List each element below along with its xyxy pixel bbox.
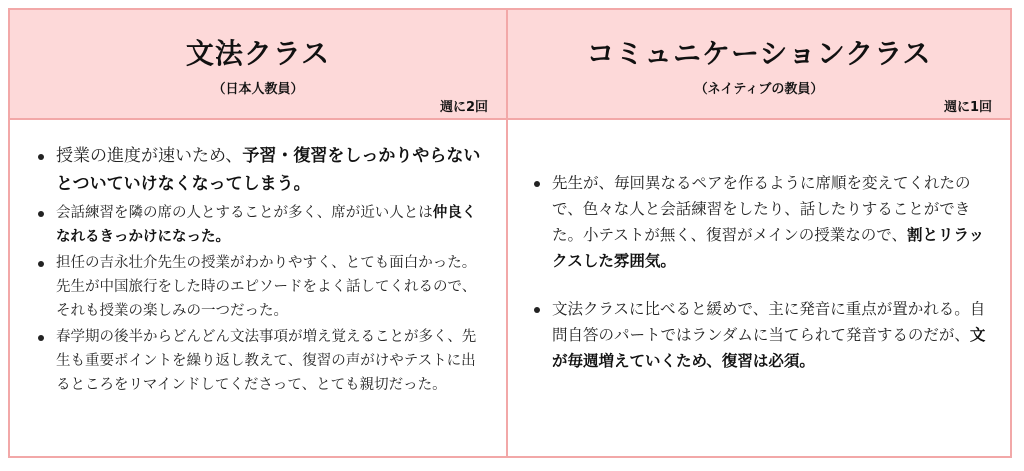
list-item: 会話練習を隣の席の人とすることが多く、席が近い人とは仲良くなれるきっかけになった。 bbox=[30, 201, 488, 249]
grammar-class-teacher: （日本人教員） bbox=[212, 82, 304, 97]
list-item: 授業の進度が速いため、予習・復習をしっかりやらないとついていけなくなってしまう。 bbox=[30, 142, 488, 198]
grammar-class-column bbox=[10, 10, 508, 456]
grammar-class-title: 文法クラス bbox=[185, 37, 331, 70]
communication-class-teacher: （ネイティブの教員） bbox=[694, 82, 824, 97]
grammar-notes-list bbox=[30, 142, 488, 399]
communication-notes-list bbox=[526, 170, 994, 396]
grammar-class-frequency: 週に2回 bbox=[439, 100, 488, 115]
list-item: 文法クラスに比べると緩めで、主に発音に重点が置かれる。自問自答のパートではランダムに当てられて発音するのだが、文が毎週増えていくため、復習は必須。 bbox=[526, 296, 994, 374]
communication-class-frequency: 週に1回 bbox=[943, 100, 992, 115]
class-comparison-table bbox=[8, 8, 1012, 458]
list-item: 先生が、毎回異なるペアを作るように席順を変えてくれたので、色々な人と会話練習をしたり、話したりすることができた。小テストが無く、復習がメインの授業なので、割とリラックスした雰囲気。 bbox=[526, 170, 994, 274]
list-item: 担任の吉永壮介先生の授業がわかりやすく、とても面白かった。先生が中国旅行をした時のエピソードをよく話してくれるので、それも授業の楽しみの一つだった。 bbox=[30, 251, 488, 323]
grammar-class-header bbox=[10, 10, 506, 120]
communication-class-column bbox=[508, 10, 1010, 456]
communication-class-title: コミュニケーションクラス bbox=[586, 37, 932, 70]
grammar-class-notes bbox=[10, 120, 506, 456]
communication-class-notes bbox=[508, 120, 1010, 456]
list-item: 春学期の後半からどんどん文法事項が増え覚えることが多く、先生も重要ポイントを繰り返し教えて、復習の声がけやテストに出るところをリマインドしてくださって、とても親切だった。 bbox=[30, 325, 488, 397]
communication-class-header bbox=[508, 10, 1010, 120]
